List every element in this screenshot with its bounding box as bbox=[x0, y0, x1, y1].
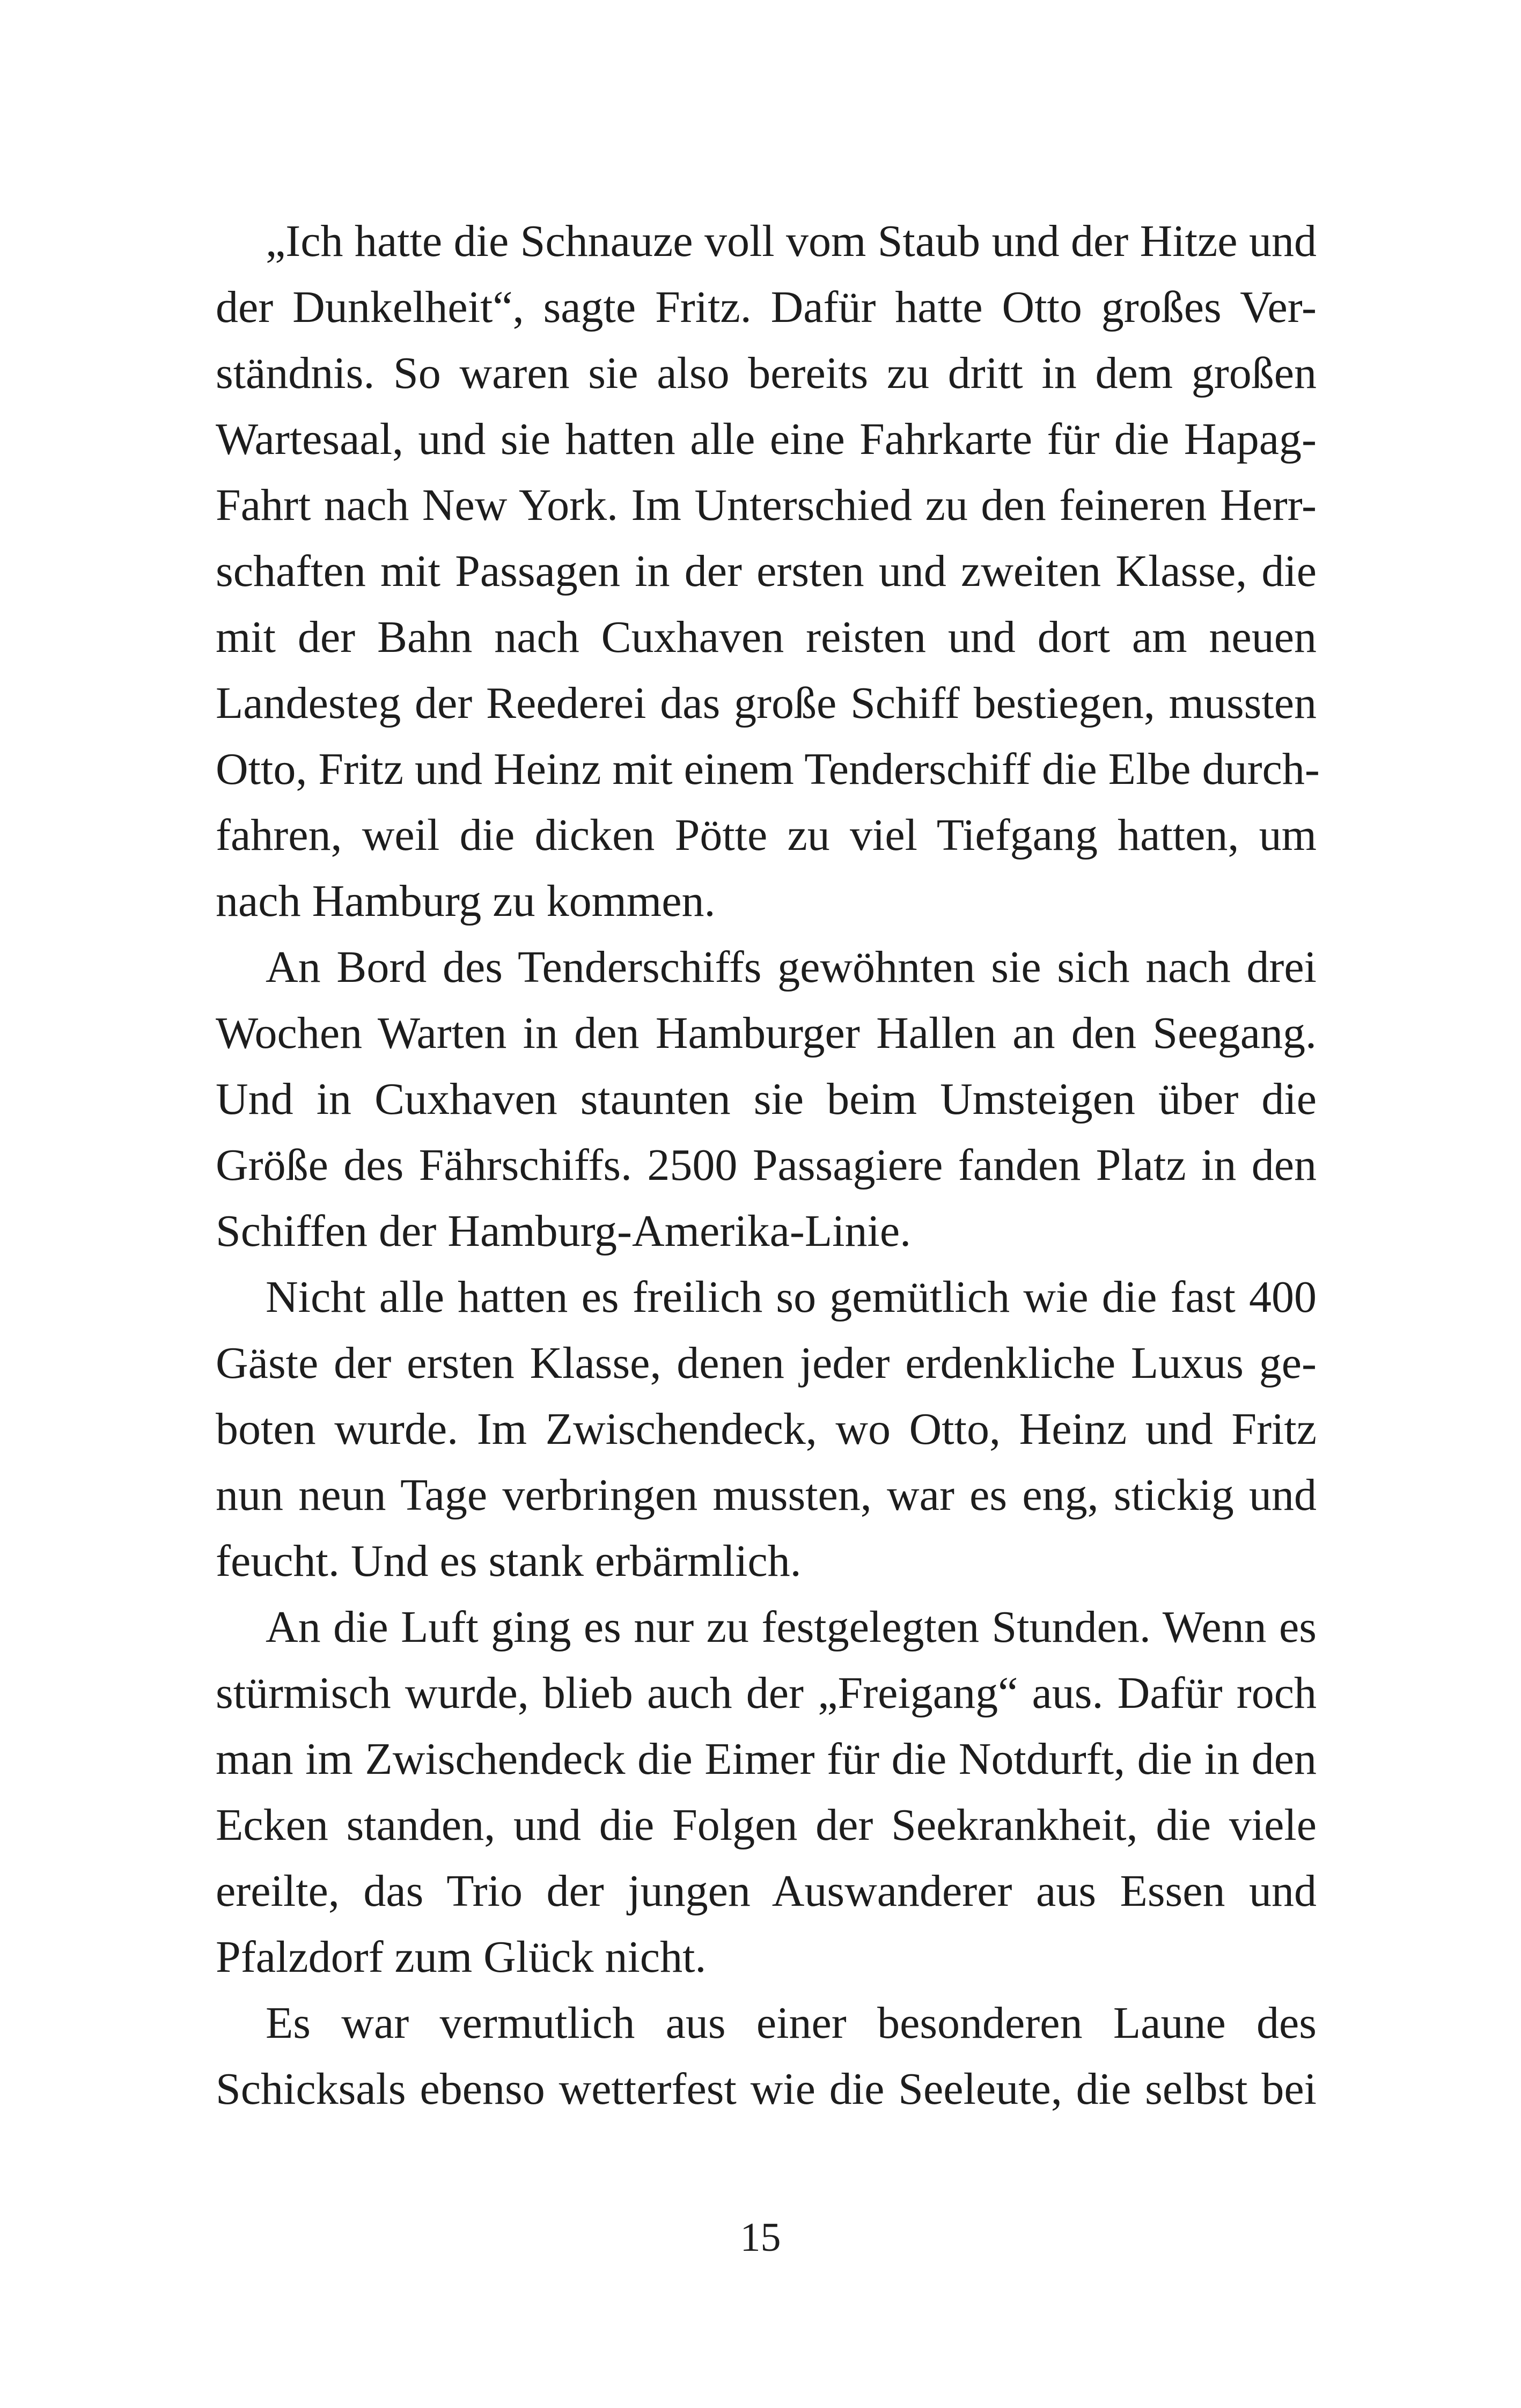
text-line: ständnis. So waren sie also bereits zu dritt in dem großen bbox=[216, 348, 1317, 398]
text-line: Fahrt nach New York. Im Unterschied zu den feineren Herr- bbox=[216, 480, 1317, 530]
text-line: Schicksals ebenso wetterfest wie die Seeleute, die selbst bei bbox=[216, 2064, 1317, 2114]
text-line: „Ich hatte die Schnauze voll vom Staub und der Hitze und bbox=[266, 216, 1317, 266]
text-line: mit der Bahn nach Cuxhaven reisten und dort am neuen bbox=[216, 612, 1317, 662]
text-line: Größe des Fährschiffs. 2500 Passagiere fanden Platz in den bbox=[216, 1140, 1317, 1190]
text-line: Und in Cuxhaven staunten sie beim Umsteigen über die bbox=[216, 1074, 1317, 1124]
text-line: Schiffen der Hamburg-Amerika-Linie. bbox=[216, 1206, 912, 1256]
text-line: Es war vermutlich aus einer besonderen Laune des bbox=[266, 1998, 1317, 2048]
text-line: schaften mit Passagen in der ersten und zweiten Klasse, die bbox=[216, 546, 1317, 596]
text-line: Wartesaal, und sie hatten alle eine Fahrkarte für die Hapag- bbox=[216, 414, 1317, 464]
text-line: Otto, Fritz und Heinz mit einem Tenderschiff die Elbe durch- bbox=[216, 744, 1320, 794]
page-number: 15 bbox=[740, 2215, 781, 2260]
text-line: Nicht alle hatten es freilich so gemütlich wie die fast 400 bbox=[266, 1272, 1317, 1322]
text-line: man im Zwischendeck die Eimer für die Notdurft, die in den bbox=[216, 1734, 1317, 1784]
text-line: An die Luft ging es nur zu festgelegten Stunden. Wenn es bbox=[266, 1602, 1317, 1652]
text-line: boten wurde. Im Zwischendeck, wo Otto, Heinz und Fritz bbox=[216, 1404, 1317, 1454]
text-line: Wochen Warten in den Hamburger Hallen an den Seegang. bbox=[216, 1008, 1317, 1058]
text-line: Ecken standen, und die Folgen der Seekrankheit, die viele bbox=[216, 1800, 1317, 1850]
body-text bbox=[216, 208, 1320, 2122]
text-line: stürmisch wurde, blieb auch der „Freigang“ aus. Dafür roch bbox=[216, 1668, 1317, 1718]
text-line: feucht. Und es stank erbärmlich. bbox=[216, 1536, 802, 1586]
text-line: fahren, weil die dicken Pötte zu viel Tiefgang hatten, um bbox=[216, 810, 1317, 860]
text-line: nach Hamburg zu kommen. bbox=[216, 876, 716, 926]
text-line: der Dunkelheit“, sagte Fritz. Dafür hatte Otto großes Ver- bbox=[216, 282, 1317, 332]
text-line: An Bord des Tenderschiffs gewöhnten sie sich nach drei bbox=[266, 942, 1317, 992]
text-line: Pfalzdorf zum Glück nicht. bbox=[216, 1932, 707, 1982]
text-line: Gäste der ersten Klasse, denen jeder erdenkliche Luxus ge- bbox=[216, 1338, 1317, 1388]
text-line: nun neun Tage verbringen mussten, war es eng, stickig und bbox=[216, 1470, 1317, 1520]
text-line: Landesteg der Reederei das große Schiff bestiegen, mussten bbox=[216, 678, 1317, 728]
text-line: ereilte, das Trio der jungen Auswanderer aus Essen und bbox=[216, 1866, 1317, 1916]
